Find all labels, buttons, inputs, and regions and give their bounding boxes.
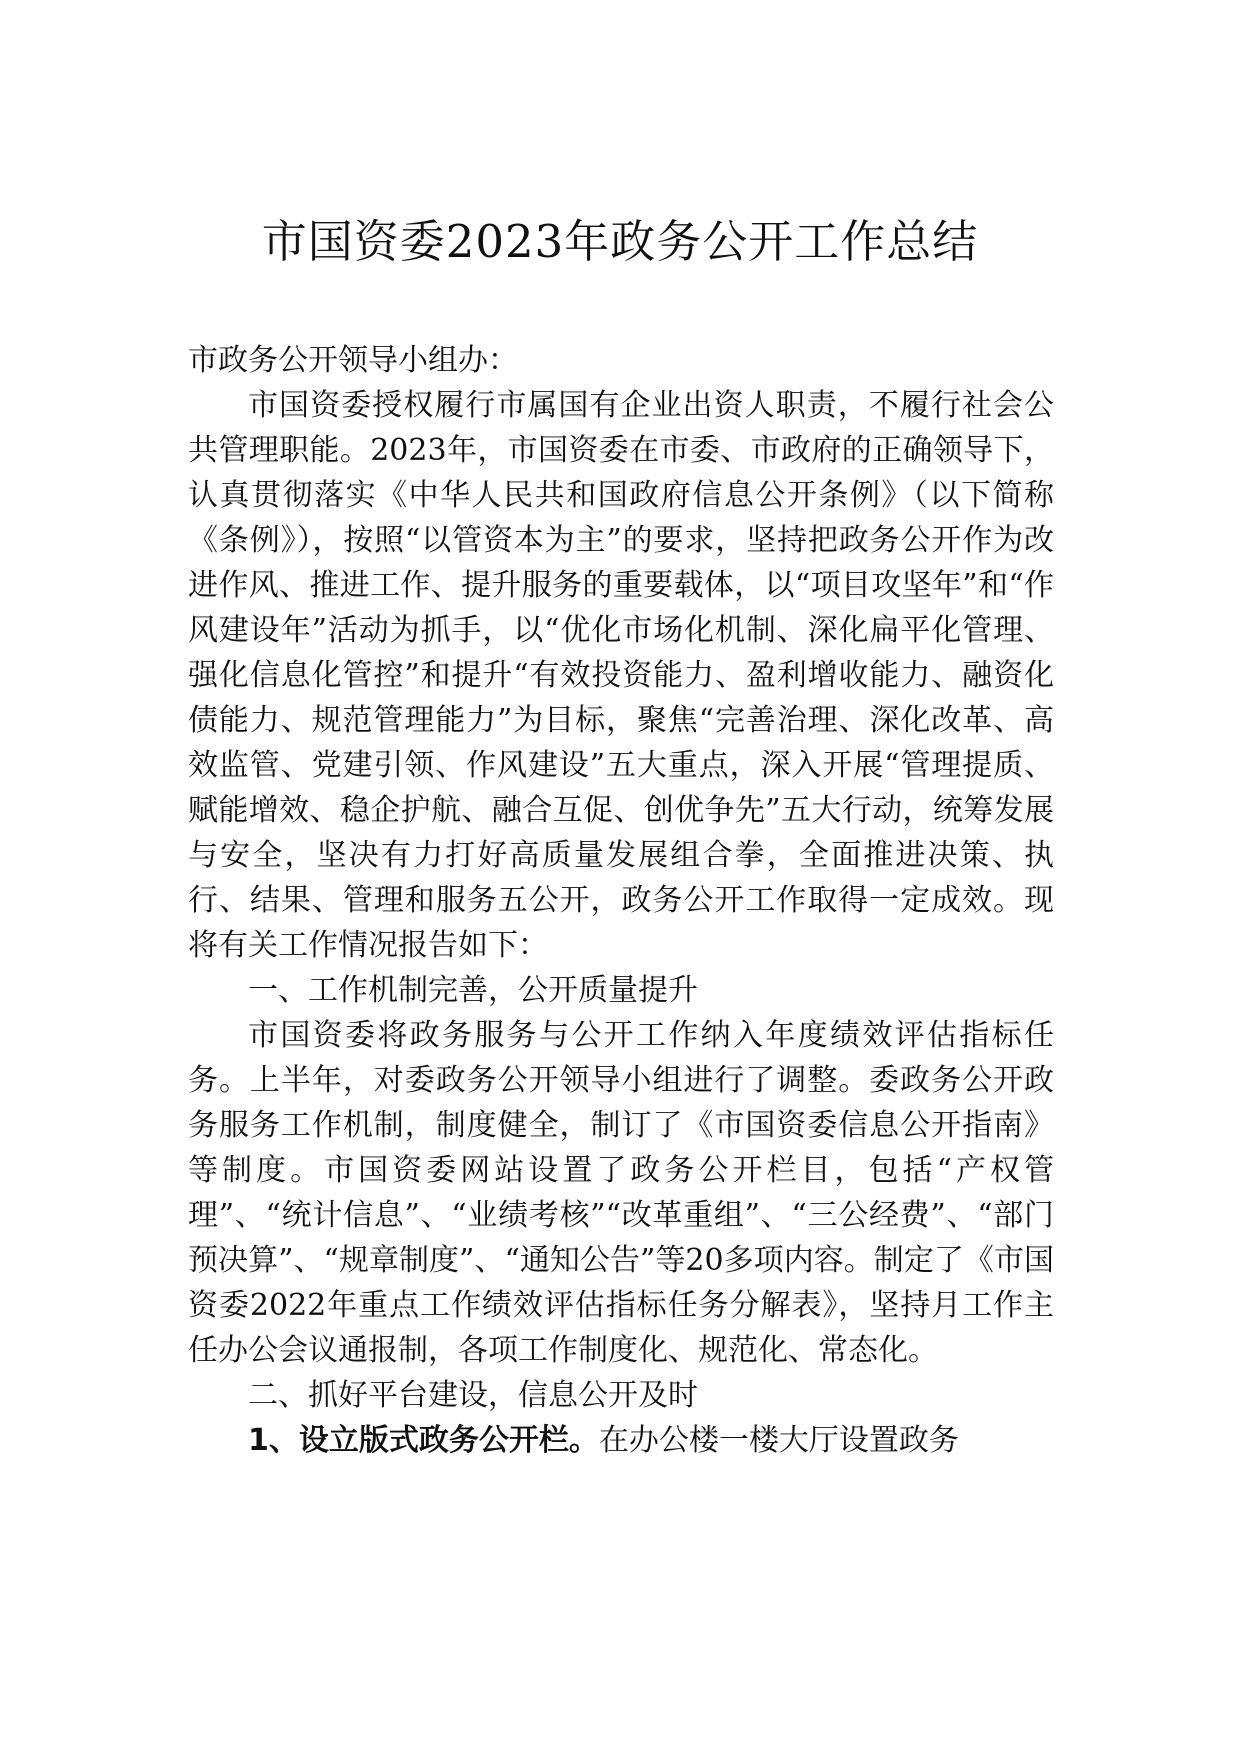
section-1-paragraph: 市国资委将政务服务与公开工作纳入年度绩效评估指标任务。上半年，对委政务公开领导小组进行了调整。委政务公开政务服务工作机制，制度健全，制订了《市国资委信息公开指南》等制度。市国资委网站设置了政务公开栏目，包括“产权管理”、“统计信息”、“业绩考核”“改革重组”、“三公经费”、“部门预决算”、“规章制度”、“通知公告”等20多项内容。制定了《市国资委2022年重点工作绩效评估指标任务分解表》，坚持月工作主任办公会议通报制，各项工作制度化、规范化、常态化。	[188, 1018, 1054, 1368]
item-1-text: 在办公楼一楼大厅设置政务	[598, 1423, 959, 1458]
document-body	[188, 338, 1054, 1463]
section-2-heading: 二、抓好平台建设，信息公开及时	[248, 1378, 698, 1413]
salutation: 市政务公开领导小组办：	[188, 343, 518, 378]
document-title: 市国资委2023年政务公开工作总结	[261, 215, 979, 268]
item-1-paragraph	[188, 1418, 1054, 1463]
item-1-lead: 1、设立版式政务公开栏。	[248, 1423, 599, 1458]
section-1-heading: 一、工作机制完善，公开质量提升	[248, 973, 698, 1008]
intro-paragraph: 市国资委授权履行市属国有企业出资人职责，不履行社会公共管理职能。2023年，市国资委在市委、市政府的正确领导下，认真贯彻落实《中华人民共和国政府信息公开条例》（以下简称《条例》），按照“以管资本为主”的要求，坚持把政务公开作为改进作风、推进工作、提升服务的重要载体，以“项目攻坚年”和“作风建设年”活动为抓手，以“优化市场化机制、深化扁平化管理、强化信息化管控”和提升“有效投资能力、盈利增收能力、融资化债能力、规范管理能力”为目标，聚焦“完善治理、深化改革、高效监管、党建引领、作风建设”五大重点，深入开展“管理提质、赋能增效、稳企护航、融合互促、创优争先”五大行动，统筹发展与安全，坚决有力打好高质量发展组合拳，全面推进决策、执行、结果、管理和服务五公开，政务公开工作取得一定成效。现将有关工作情况报告如下：	[188, 388, 1054, 963]
